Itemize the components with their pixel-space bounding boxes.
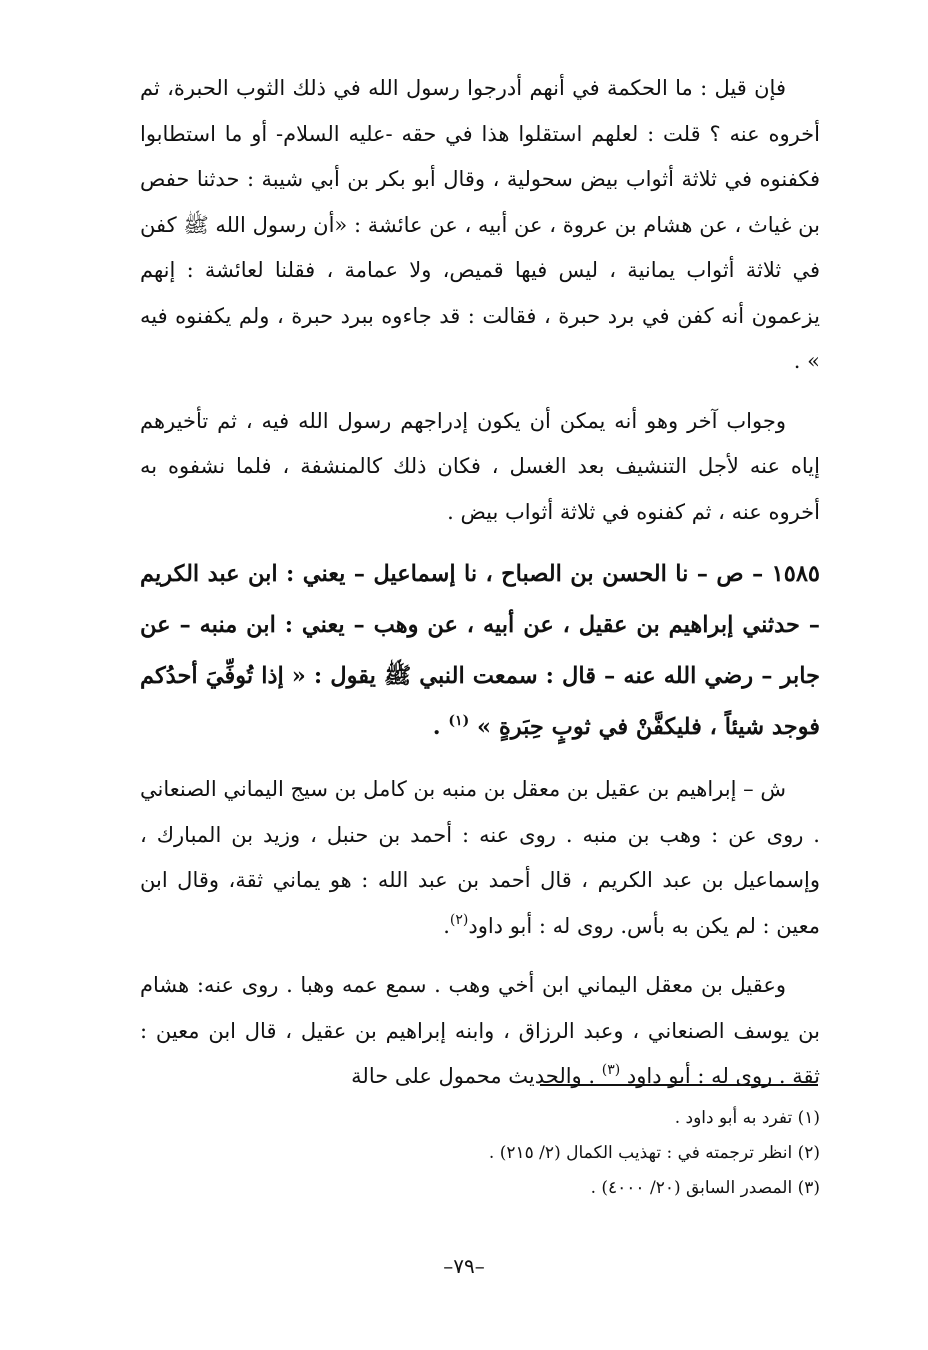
hadith-1585 xyxy=(140,549,820,753)
paragraph-4 xyxy=(140,963,820,1100)
footnote-ref-1: (١) xyxy=(448,713,470,729)
paragraph-4-text: وعقيل بن معقل اليماني ابن أخي وهب . سمع عمه وهبا . روى عنه: هشام بن يوسف الصنعاني ، وعبد الرزاق ، وابنه إبراهيم بن عقيل ، قال ابن معين : ثقة . روى له : أبو داود xyxy=(140,973,820,1088)
page-body xyxy=(140,66,820,1100)
footnote-3: (٣) المصدر السابق (٢٠/ ٤٠٠٠) . xyxy=(590,1178,820,1198)
paragraph-3 xyxy=(140,767,820,949)
paragraph-3-end: . xyxy=(443,913,450,938)
footnote-2: (٢) انظر ترجمته في : تهذيب الكمال (٢/ ٢١٥) . xyxy=(488,1143,820,1163)
paragraph-2: وجواب آخر وهو أنه يمكن أن يكون إدراجهم رسول الله فيه ، ثم تأخيرهم إياه عنه لأجل التنشيف بعد الغسل ، فكان ذلك كالمنشفة ، فلما نشفوه به أخروه عنه ، ثم كفنوه في ثلاثة أثواب بيض . xyxy=(140,408,820,524)
footnote-ref-2: (٢) xyxy=(449,911,469,928)
footnote-ref-3: (٣) xyxy=(601,1062,621,1078)
hadith-end: . xyxy=(432,714,449,740)
footnotes xyxy=(140,1101,820,1206)
paragraph-4-tail: . والحديث محمول على حالة xyxy=(351,1064,602,1088)
page-number: –٧٩– xyxy=(443,1254,485,1278)
paragraph-3-text: ش – إبراهيم بن عقيل بن معقل بن منبه بن كامل بن سيج اليماني الصنعاني . روى عن : وهب بن منبه . روى عنه : أحمد بن حنبل ، وزيد بن المبارك ، وإسماعيل بن عبد الكريم ، قال أحمد بن عبد الله : هو يماني ثقة، وقال ابن معين : لم يكن به بأس. روى له : أبو داود xyxy=(140,777,820,938)
hadith-text: ١٥٨٥ – ص – نا الحسن بن الصباح ، نا إسماعيل – يعني : ابن عبد الكريم – حدثني إبراهيم بن عقيل ، عن أبيه ، عن وهب – يعني : ابن منبه – عن جابر – رضي الله عنه – قال : سمعت النبي ﷺ يقول : « إذا تُوفِّيَ أحدُكم فوجد شيئاً ، فليكفَّنْ في ثوبٍ حِبَرةٍ » xyxy=(140,561,820,740)
footnote-1: (١) تفرد به أبو داود . xyxy=(674,1108,820,1128)
footnote-divider xyxy=(540,1084,818,1086)
paragraph-1: فإن قيل : ما الحكمة في أنهم أدرجوا رسول الله في ذلك الثوب الحبرة، ثم أخروه عنه ؟ قلت : لعلهم استقلوا هذا في حقه -عليه السلام- أو ما استطابوا فكفنوه في ثلاثة أثواب بيض سحولية ، وقال أبو بكر بن أبي شيبة : حدثنا حفص بن غياث ، عن هشام بن عروة ، عن أبيه ، عن عائشة : «أن رسول الله ﷺ كفن في ثلاثة أثواب يمانية ، ليس فيها قميص، ولا عمامة ، فقلنا لعائشة : إنهم يزعمون أنه كفن في برد حبرة ، فقالت : قد جاءوه ببرد حبرة ، ولم يكفنوه فيه » . xyxy=(140,76,820,373)
